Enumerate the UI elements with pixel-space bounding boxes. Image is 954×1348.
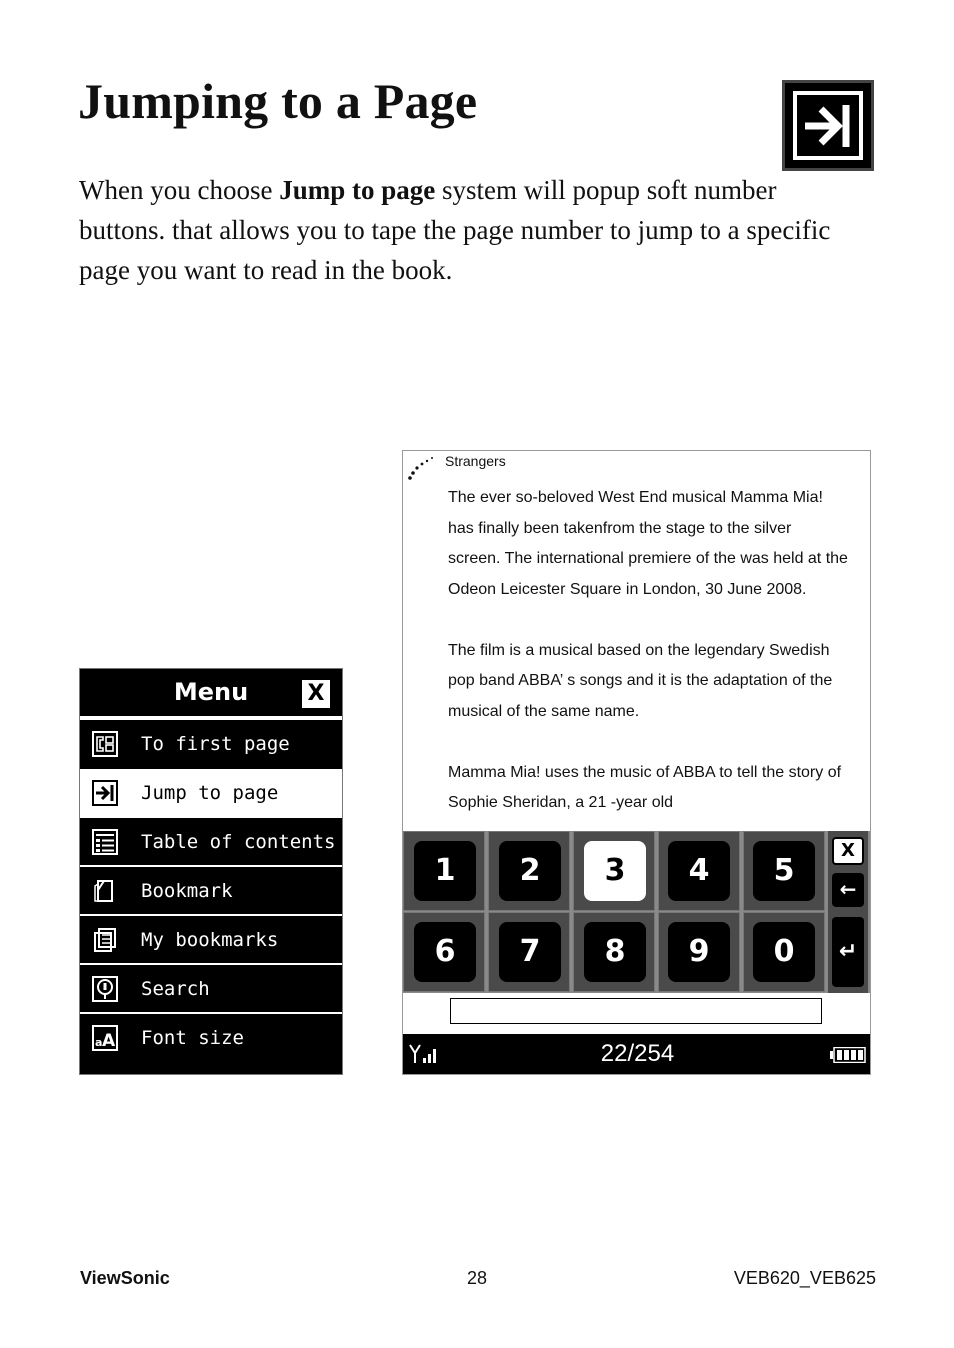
key-0[interactable]: 0 [753, 922, 815, 982]
footer-model: VEB620_VEB625 [733, 1268, 876, 1288]
page-counter: 22/254 [600, 1040, 675, 1067]
intro-paragraph: When you choose Jump to page system will popup soft number buttons. that allows you to tape the page number to jump to a specific page you want to read in the book. [79, 175, 831, 285]
key-7[interactable]: 7 [499, 922, 561, 982]
book-paragraph: The film is a musical based on the legendary Swedish pop band ABBA’ s songs and it is the adaptation of the musical of the same name. [448, 641, 833, 720]
book-title: Strangers [445, 453, 506, 469]
key-8[interactable]: 8 [584, 922, 646, 982]
footer-page-number: 28 [466, 1268, 488, 1288]
jump-to-page-icon [782, 80, 874, 171]
key-3[interactable]: 3 [584, 841, 646, 901]
intro-bold-term: Jump to page [279, 175, 436, 205]
status-bar [403, 1034, 871, 1074]
soft-number-keypad [403, 831, 871, 1036]
first-page-icon [92, 731, 118, 757]
key-1[interactable]: 1 [414, 841, 476, 901]
jump-icon [92, 780, 118, 806]
menu-close-button[interactable]: X [302, 680, 330, 708]
menu-item-font-size[interactable] [80, 1012, 342, 1061]
menu-item-label: My bookmarks [141, 929, 279, 951]
menu-item-my-bookmarks[interactable] [80, 914, 342, 963]
loading-dots-icon [407, 455, 437, 481]
book-paragraph: The ever so-beloved West End musical Mamma Mia! has finally been takenfrom the stage to the silver screen. The international premiere of the was held at the Odeon Leicester Square in London, 30 June 2008. [448, 489, 848, 598]
my-bookmarks-icon [92, 927, 118, 953]
menu-item-label: Font size [141, 1027, 244, 1049]
page-number-input[interactable] [450, 998, 822, 1024]
font-size-icon [92, 1025, 118, 1051]
page-title: Jumping to a Page [78, 73, 478, 129]
keypad-enter-button[interactable]: ↵ [832, 917, 864, 987]
book-paragraph: Mamma Mia! uses the music of ABBA to tell the story of Sophie Sheridan, a 21 -year old [448, 763, 842, 811]
contents-icon [92, 829, 118, 855]
menu-item-label: Jump to page [141, 782, 279, 804]
menu-item-label: Table of contents [141, 831, 336, 853]
footer-brand: ViewSonic [80, 1268, 170, 1288]
menu-item-jump-to-page[interactable] [80, 767, 342, 816]
book-text [448, 483, 848, 849]
reader-screen [402, 450, 871, 1075]
menu-item-label: Search [141, 978, 210, 1000]
svg-text:a: a [95, 1036, 103, 1049]
keypad-close-button[interactable]: X [832, 837, 864, 865]
battery-icon [830, 1047, 866, 1063]
key-6[interactable]: 6 [414, 922, 476, 982]
key-9[interactable]: 9 [668, 922, 730, 982]
page-input-area [403, 993, 871, 1036]
menu-item-table-of-contents[interactable] [80, 816, 342, 865]
menu-item-label: To first page [141, 733, 290, 755]
key-5[interactable]: 5 [753, 841, 815, 901]
menu-item-to-first-page[interactable] [80, 718, 342, 767]
key-4[interactable]: 4 [668, 841, 730, 901]
keypad-backspace-button[interactable]: ← [832, 873, 864, 907]
menu-title: Menu [173, 678, 249, 706]
menu-item-label: Bookmark [141, 880, 233, 902]
keypad-side-controls [828, 831, 868, 993]
key-2[interactable]: 2 [499, 841, 561, 901]
menu-header [80, 669, 342, 718]
search-icon [92, 976, 118, 1002]
svg-text:A: A [102, 1031, 116, 1051]
bookmark-icon [92, 878, 118, 904]
menu-panel [79, 668, 343, 1075]
menu-item-bookmark[interactable] [80, 865, 342, 914]
menu-item-search[interactable] [80, 963, 342, 1012]
